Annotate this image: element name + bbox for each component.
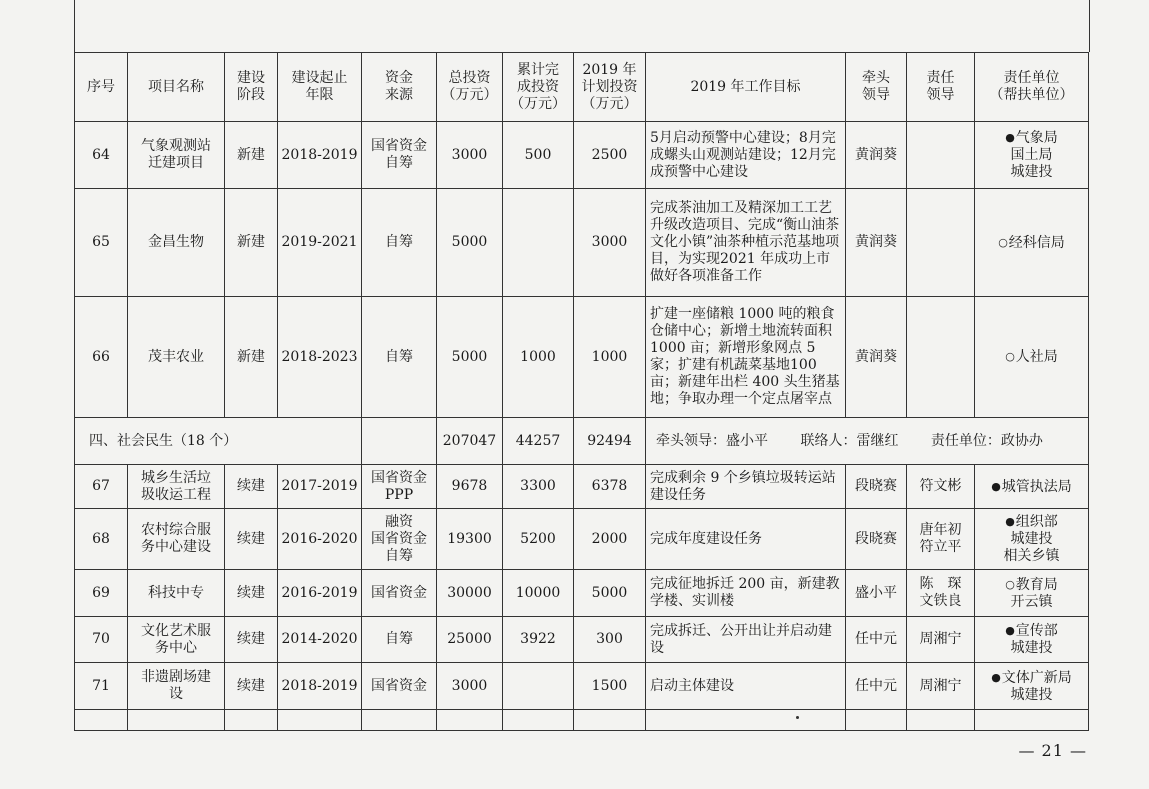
cell-period: 2016-2020: [278, 509, 362, 570]
cell-plan: 1500: [574, 663, 646, 710]
resp-unit-text: 气象局 国土局 城建投: [1010, 130, 1058, 180]
cell-cumulative: 10000: [503, 570, 574, 617]
cell-total: 3000: [437, 122, 503, 189]
header-plan: 2019 年 计划投资 （万元）: [574, 53, 646, 122]
cell-cumulative: 3300: [503, 465, 574, 509]
cell-resp-unit: [975, 297, 1089, 418]
cell-goal: 5月启动预警中心建设；8月完成螺头山观测站建设；12月完成预警中心建设: [646, 122, 846, 189]
cell-seq: 69: [75, 570, 128, 617]
table-row: [75, 122, 1089, 189]
section-title: 四、社会民生（18 个）: [75, 418, 362, 465]
cell-goal: 完成年度建设任务: [646, 509, 846, 570]
cell-resp-lead: [907, 297, 975, 418]
cell-resp-unit: [975, 570, 1089, 617]
cell-period: 2019-2021: [278, 189, 362, 297]
filled-circle-icon: ●: [1005, 624, 1015, 637]
cell-lead: 任中元: [846, 663, 907, 710]
section-cumulative: 44257: [503, 418, 574, 465]
cell-plan: 2500: [574, 122, 646, 189]
header-stage: 建设 阶段: [225, 53, 278, 122]
header-total: 总投资 （万元）: [437, 53, 503, 122]
cell-name: 农村综合服 务中心建设: [128, 509, 225, 570]
cell-seq: 65: [75, 189, 128, 297]
cell-resp-lead: [907, 122, 975, 189]
cell-goal: 完成茶油加工及精深加工工艺升级改造项目、完成“衡山油茶文化小镇”油茶种植示范基地项目，为实现2021 年成功上市做好各项准备工作: [646, 189, 846, 297]
cell-plan: 2000: [574, 509, 646, 570]
scan-speck: [796, 716, 799, 719]
table-bottom-row: [75, 710, 1089, 731]
header-fund: 资金 来源: [362, 53, 437, 122]
cell-stage: 续建: [225, 617, 278, 663]
header-seq: 序号: [75, 53, 128, 122]
cell-fund: 自筹: [362, 189, 437, 297]
header-goal: 2019 年工作目标: [646, 53, 846, 122]
cell-period: 2018-2023: [278, 297, 362, 418]
table-row: [75, 617, 1089, 663]
cell-fund: 国省资金: [362, 663, 437, 710]
cell-name: 城乡生活垃 圾收运工程: [128, 465, 225, 509]
cell-lead: 段晓赛: [846, 465, 907, 509]
section-fund: [362, 418, 437, 465]
cell-plan: 5000: [574, 570, 646, 617]
cell-stage: 新建: [225, 189, 278, 297]
cell-goal: 完成拆迁、公开出让并启动建设: [646, 617, 846, 663]
cell-goal: 启动主体建设: [646, 663, 846, 710]
section-unit-label: 责任单位：政协办: [930, 432, 1043, 449]
cell-resp-unit: [975, 617, 1089, 663]
section-row: [75, 418, 1089, 465]
cell-seq: 64: [75, 122, 128, 189]
cell-period: 2017-2019: [278, 465, 362, 509]
cell-name: 气象观测站 迁建项目: [128, 122, 225, 189]
cell-resp-unit: [975, 465, 1089, 509]
cell-period: 2018-2019: [278, 122, 362, 189]
cell-stage: 新建: [225, 297, 278, 418]
cell-stage: 新建: [225, 122, 278, 189]
section-plan: 92494: [574, 418, 646, 465]
cell-total: 30000: [437, 570, 503, 617]
cell-seq: 70: [75, 617, 128, 663]
cell-seq: 66: [75, 297, 128, 418]
cell-lead: 黄润葵: [846, 297, 907, 418]
filled-circle-icon: ●: [991, 670, 1001, 684]
cell-fund: 自筹: [362, 297, 437, 418]
header-name: 项目名称: [128, 53, 225, 122]
table-row: [75, 663, 1089, 710]
cell-cumulative: [503, 189, 574, 297]
section-contact-label: 联络人：雷继红: [800, 432, 899, 449]
cell-stage: 续建: [225, 509, 278, 570]
page-number: — 21 —: [1018, 741, 1087, 760]
section-info: [646, 418, 1089, 465]
cell-resp-lead: 周湘宁: [907, 617, 975, 663]
project-table: [74, 52, 1089, 731]
header-resp-unit: 责任单位 （帮扶单位）: [975, 53, 1089, 122]
cell-cumulative: 3922: [503, 617, 574, 663]
cell-resp-lead: 符文彬: [907, 465, 975, 509]
cell-seq: 67: [75, 465, 128, 509]
cell-resp-lead: 周湘宁: [907, 663, 975, 710]
table-row: [75, 465, 1089, 509]
cell-period: 2014-2020: [278, 617, 362, 663]
cell-total: 5000: [437, 189, 503, 297]
cell-stage: 续建: [225, 465, 278, 509]
cell-plan: 1000: [574, 297, 646, 418]
page-border-top: [74, 0, 1090, 52]
cell-goal: 完成征地拆迁 200 亩，新建教学楼、实训楼: [646, 570, 846, 617]
header-period: 建设起止 年限: [278, 53, 362, 122]
table-row: [75, 189, 1089, 297]
cell-plan: 6378: [574, 465, 646, 509]
section-total: 207047: [437, 418, 503, 465]
cell-resp-unit: [975, 189, 1089, 297]
cell-lead: 黄润葵: [846, 122, 907, 189]
header-lead: 牵头 领导: [846, 53, 907, 122]
resp-unit-text: 宣传部 城建投: [1010, 623, 1058, 656]
resp-unit-text: 文体广新局 城建投: [1001, 669, 1072, 703]
cell-name: 科技中专: [128, 570, 225, 617]
cell-total: 5000: [437, 297, 503, 418]
filled-circle-icon: ●: [991, 479, 1001, 493]
cell-name: 茂丰农业: [128, 297, 225, 418]
cell-name: 金昌生物: [128, 189, 225, 297]
cell-fund: 自筹: [362, 617, 437, 663]
cell-stage: 续建: [225, 570, 278, 617]
hollow-circle-icon: ○: [998, 235, 1008, 249]
cell-resp-lead: 陈 琛 文铁良: [907, 570, 975, 617]
header-row: [75, 53, 1089, 122]
cell-lead: 任中元: [846, 617, 907, 663]
cell-cumulative: 500: [503, 122, 574, 189]
hollow-circle-icon: ○: [1005, 350, 1015, 363]
cell-goal: 完成剩余 9 个乡镇垃圾转运站建设任务: [646, 465, 846, 509]
section-lead-label: 牵头领导：盛小平: [656, 432, 768, 449]
cell-resp-lead: 唐年初 符立平: [907, 509, 975, 570]
table-row: [75, 570, 1089, 617]
resp-unit-text: 城管执法局: [1001, 478, 1072, 495]
cell-total: 3000: [437, 663, 503, 710]
cell-stage: 续建: [225, 663, 278, 710]
filled-circle-icon: ●: [1005, 131, 1015, 144]
cell-lead: 黄润葵: [846, 189, 907, 297]
cell-fund: 国省资金: [362, 570, 437, 617]
cell-lead: 盛小平: [846, 570, 907, 617]
hollow-circle-icon: ○: [1005, 577, 1015, 591]
cell-name: 文化艺术服 务中心: [128, 617, 225, 663]
table-row: [75, 509, 1089, 570]
header-cumulative: 累计完 成投资 （万元）: [503, 53, 574, 122]
cell-name: 非遗剧场建 设: [128, 663, 225, 710]
cell-cumulative: 1000: [503, 297, 574, 418]
cell-period: 2016-2019: [278, 570, 362, 617]
cell-cumulative: [503, 663, 574, 710]
cell-lead: 段晓赛: [846, 509, 907, 570]
cell-resp-lead: [907, 189, 975, 297]
cell-fund: 国省资金 自筹: [362, 122, 437, 189]
header-resp-lead: 责任 领导: [907, 53, 975, 122]
cell-seq: 68: [75, 509, 128, 570]
resp-unit-text: 人社局: [1015, 349, 1058, 365]
cell-total: 25000: [437, 617, 503, 663]
cell-fund: 国省资金 PPP: [362, 465, 437, 509]
cell-cumulative: 5200: [503, 509, 574, 570]
cell-total: 19300: [437, 509, 503, 570]
cell-resp-unit: [975, 509, 1089, 570]
cell-resp-unit: [975, 122, 1089, 189]
cell-plan: 3000: [574, 189, 646, 297]
cell-total: 9678: [437, 465, 503, 509]
resp-unit-text: 经科信局: [1008, 234, 1065, 251]
resp-unit-text: 教育局 开云镇: [1010, 576, 1058, 610]
table-row: [75, 297, 1089, 418]
cell-goal: 扩建一座储粮 1000 吨的粮食仓储中心；新增土地流转面积 1000 亩；新增形象网点 5 家；扩建有机蔬菜基地100 亩；新建年出栏 400 头生猪基地；争取办理一个定点屠宰点: [646, 297, 846, 418]
filled-circle-icon: ●: [1005, 515, 1015, 528]
cell-fund: 融资 国省资金 自筹: [362, 509, 437, 570]
cell-period: 2018-2019: [278, 663, 362, 710]
resp-unit-text: 组织部 城建投 相关乡镇: [1003, 514, 1060, 564]
cell-resp-unit: [975, 663, 1089, 710]
cell-seq: 71: [75, 663, 128, 710]
cell-plan: 300: [574, 617, 646, 663]
